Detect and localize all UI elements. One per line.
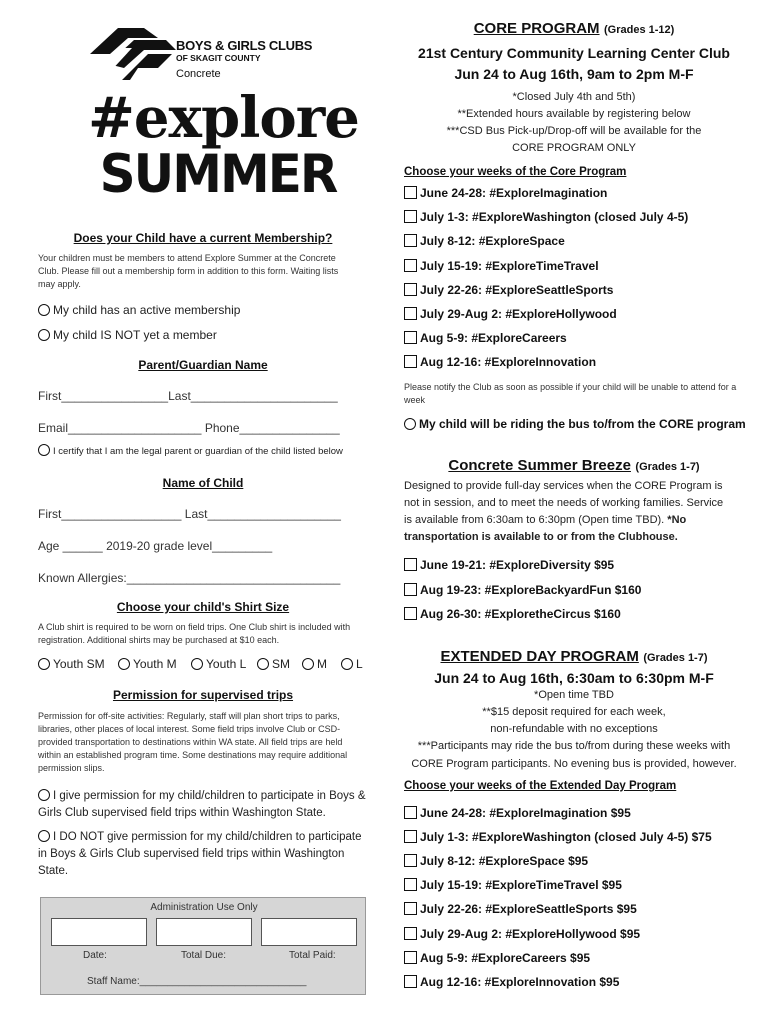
hero-explore: #explore [88,85,359,151]
core-week-2[interactable]: July 1-3: #ExploreWashington (closed July 4-5) [404,210,688,224]
extended-note-2: **$15 deposit required for each week, [482,706,666,718]
checkbox-icon[interactable] [404,331,417,344]
core-week-8[interactable]: Aug 12-16: #ExploreInnovation [404,355,596,369]
radio-icon[interactable] [38,789,50,801]
shirt-description: A Club shirt is required to be worn on field trips. One Club shirt is included with registration. Additional shirts may be purchased at $10 each. [38,622,351,645]
club-logo [88,24,368,88]
child-name-field[interactable]: First__________________ Last____________________ [38,507,341,521]
core-choose-heading: Choose your weeks of the Core Program [404,166,627,178]
radio-icon[interactable] [302,658,314,670]
admin-total-paid-label: Total Paid: [289,950,336,961]
core-week-1[interactable]: June 24-28: #ExploreImagination [404,186,607,200]
child-age-grade-field[interactable]: Age ______ 2019-20 grade level_________ [38,539,273,553]
checkbox-icon[interactable] [404,607,417,620]
radio-icon[interactable] [38,329,50,341]
core-grades: (Grades 1-12) [603,24,675,36]
radio-icon[interactable] [38,830,50,842]
checkbox-icon[interactable] [404,583,417,596]
guardian-certify-option[interactable]: I certify that I am the legal parent or guardian of the child listed below [38,444,343,457]
extended-choose-heading: Choose your weeks of the Extended Day Program [404,780,677,792]
checkbox-icon[interactable] [404,830,417,843]
extended-note-5: CORE Program participants. No evening bus is provided, however. [411,758,737,770]
membership-heading: Does your Child have a current Membership? [73,231,333,245]
checkbox-icon[interactable] [404,210,417,223]
permission-heading: Permission for supervised trips [112,688,294,702]
core-bus-option[interactable]: My child will be riding the bus to/from the CORE program [404,417,746,431]
checkbox-icon[interactable] [404,975,417,988]
radio-icon[interactable] [38,444,50,456]
club-hands-logo-icon [88,24,178,82]
checkbox-icon[interactable] [404,854,417,867]
extended-week-5[interactable]: July 22-26: #ExploreSeattleSports $95 [404,902,637,916]
radio-icon[interactable] [38,658,50,670]
extended-grades: (Grades 1-7) [643,652,708,664]
extended-week-1[interactable]: June 24-28: #ExploreImagination $95 [404,806,631,820]
guardian-name-field[interactable]: First________________Last______________________ [38,389,338,403]
guardian-contact-field[interactable]: Email____________________ Phone_______________ [38,421,340,435]
shirt-size-youth-sm[interactable]: Youth SM [38,657,105,671]
admin-staff-field[interactable]: Staff Name:______________________________ [87,976,307,987]
left-column [38,0,368,1024]
guardian-heading: Parent/Guardian Name [138,358,268,372]
checkbox-icon[interactable] [404,558,417,571]
checkbox-icon[interactable] [404,283,417,296]
shirt-size-youth-m[interactable]: Youth M [118,657,177,671]
extended-week-4[interactable]: July 15-19: #ExploreTimeTravel $95 [404,878,622,892]
core-week-4[interactable]: July 15-19: #ExploreTimeTravel [404,259,599,273]
core-week-3[interactable]: July 8-12: #ExploreSpace [404,234,565,248]
core-week-7[interactable]: Aug 5-9: #ExploreCareers [404,331,567,345]
radio-icon[interactable] [118,658,130,670]
shirt-size-m[interactable]: M [302,657,327,671]
checkbox-icon[interactable] [404,806,417,819]
admin-date-label: Date: [83,950,107,961]
breeze-description: Designed to provide full-day services when the CORE Program is not in session, and to meet the needs of working families. Service is available from 6:30am to 6:30pm (Open time TBD). *No transportation is available to or from the Clubhouse. [404,480,724,543]
extended-title-row [404,648,744,666]
breeze-week-2[interactable]: Aug 19-23: #ExploreBackyardFun $160 [404,583,641,597]
core-note-3: ***CSD Bus Pick-up/Drop-off will be available for the [446,125,702,137]
core-subtitle: 21st Century Community Learning Center Club [418,45,730,61]
extended-week-7[interactable]: Aug 5-9: #ExploreCareers $95 [404,951,590,965]
permission-give-option[interactable]: I give permission for my child/children to participate in Boys & Girls Club supervised field trips within Washington State. [38,790,366,819]
org-county: OF SKAGIT COUNTY [176,53,261,63]
admin-box [40,897,366,995]
extended-week-2[interactable]: July 1-3: #ExploreWashington (closed July 4-5) $75 [404,830,712,844]
core-notify-text: Please notify the Club as soon as possible if your child will be unable to attend for a week [404,382,737,405]
breeze-grades: (Grades 1-7) [635,461,700,473]
hero-summer: SUMMER [99,143,337,205]
core-week-6[interactable]: July 29-Aug 2: #ExploreHollywood [404,307,617,321]
membership-description: Your children must be members to attend Explore Summer at the Concrete Club. Please fill out a membership form in addition to this form. Waiting lists may apply. [38,253,339,289]
checkbox-icon[interactable] [404,878,417,891]
extended-note-1: *Open time TBD [534,689,614,701]
admin-total-paid-box[interactable] [261,918,357,946]
radio-icon[interactable] [257,658,269,670]
extended-dates: Jun 24 to Aug 16th, 6:30am to 6:30pm M-F [434,670,714,686]
checkbox-icon[interactable] [404,951,417,964]
radio-icon[interactable] [191,658,203,670]
core-dates: Jun 24 to Aug 16th, 9am to 2pm M-F [454,66,694,82]
core-title: CORE PROGRAM [473,20,600,37]
checkbox-icon[interactable] [404,927,417,940]
checkbox-icon[interactable] [404,307,417,320]
child-heading: Name of Child [162,476,244,490]
org-location: Concrete [176,68,221,80]
core-title-row [404,20,744,38]
breeze-week-1[interactable]: June 19-21: #ExploreDiversity $95 [404,558,614,572]
admin-total-due-label: Total Due: [181,950,227,961]
membership-option-active[interactable]: My child has an active membership [38,303,240,317]
breeze-week-3[interactable]: Aug 26-30: #ExploretheCircus $160 [404,607,621,621]
extended-week-6[interactable]: July 29-Aug 2: #ExploreHollywood $95 [404,927,640,941]
extended-week-3[interactable]: July 8-12: #ExploreSpace $95 [404,854,588,868]
checkbox-icon[interactable] [404,186,417,199]
shirt-size-sm[interactable]: SM [257,657,290,671]
core-note-4: CORE PROGRAM ONLY [512,142,636,154]
membership-option-not-member[interactable]: My child IS NOT yet a member [38,328,217,342]
shirt-heading: Choose your child's Shirt Size [116,600,290,614]
checkbox-icon[interactable] [404,355,417,368]
permission-deny-option[interactable]: I DO NOT give permission for my child/children to participate in Boys & Girls Club supervised field trips within Washington State. [38,831,362,877]
right-column [404,0,744,1024]
shirt-size-l[interactable]: L [341,657,363,671]
permission-description: Permission for off-site activities: Regularly, staff will plan short trips to parks, libraries, other places of local interest. Some field trips involve Club or CSD-provided transportation to destinations within WA state. All field trips are held within an established program time. Some destinations may require additional permission slips. [38,711,348,773]
admin-total-due-box[interactable] [156,918,252,946]
breeze-title: Concrete Summer Breeze [448,457,631,474]
core-week-5[interactable]: July 22-26: #ExploreSeattleSports [404,283,613,297]
admin-title: Administration Use Only [150,902,258,913]
checkbox-icon[interactable] [404,234,417,247]
admin-date-box[interactable] [51,918,147,946]
extended-note-3: non-refundable with no exceptions [490,723,658,735]
checkbox-icon[interactable] [404,259,417,272]
shirt-size-youth-l[interactable]: Youth L [191,657,246,671]
child-allergies-field[interactable]: Known Allergies:________________________________ [38,571,341,585]
core-note-2: **Extended hours available by registering below [457,108,691,120]
breeze-title-row [404,457,744,475]
radio-icon[interactable] [38,304,50,316]
extended-note-4: ***Participants may ride the bus to/from during these weeks with [417,740,731,752]
core-note-1: *Closed July 4th and 5th) [512,91,636,103]
extended-week-8[interactable]: Aug 12-16: #ExploreInnovation $95 [404,975,619,989]
org-name: BOYS & GIRLS CLUBS [176,38,313,53]
radio-icon[interactable] [404,418,416,430]
extended-title: EXTENDED DAY PROGRAM [440,648,639,665]
radio-icon[interactable] [341,658,353,670]
checkbox-icon[interactable] [404,902,417,915]
